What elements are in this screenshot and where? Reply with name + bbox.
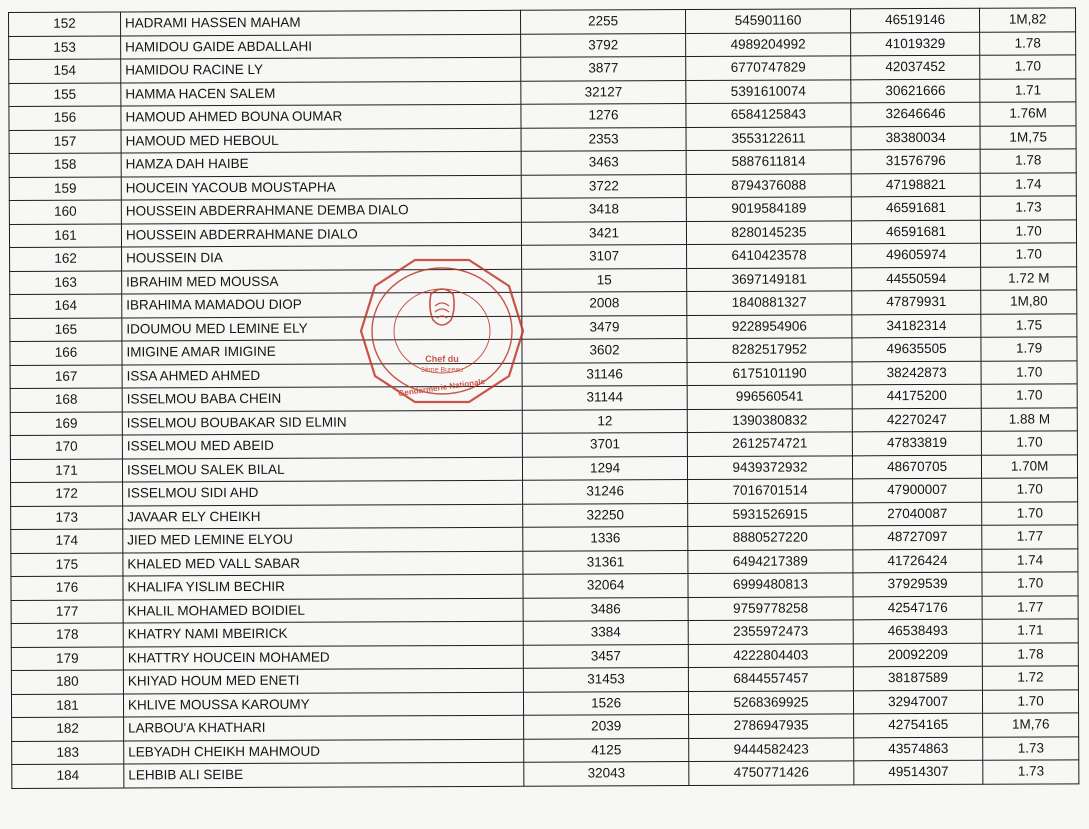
phone-number-cell: 49514307: [854, 760, 983, 784]
full-name-cell: ISSELMOU SALEK BILAL: [122, 457, 522, 482]
height-value-cell: 1.70: [980, 55, 1076, 79]
national-id-cell: 2355972473: [688, 620, 853, 644]
registration-code-cell: 32043: [524, 762, 689, 786]
height-value-cell: 1.75: [981, 313, 1077, 337]
national-id-cell: 4750771426: [689, 761, 854, 785]
national-id-cell: 9444582423: [689, 737, 854, 761]
phone-number-cell: 43574863: [854, 737, 983, 761]
height-value-cell: 1.70: [982, 478, 1078, 502]
row-number-cell: 178: [11, 623, 123, 647]
height-value-cell: 1M,75: [980, 125, 1076, 149]
registration-code-cell: 3486: [523, 597, 688, 621]
personnel-table: [8, 7, 1079, 788]
full-name-cell: KHATRY NAMI MBEIRICK: [123, 621, 523, 646]
phone-number-cell: 42547176: [853, 596, 982, 620]
row-number-cell: 164: [10, 294, 122, 318]
national-id-cell: 8880527220: [688, 526, 853, 550]
registration-code-cell: 31246: [523, 480, 688, 504]
phone-number-cell: 41726424: [853, 549, 982, 573]
full-name-cell: ISSELMOU MED ABEID: [122, 433, 522, 458]
height-value-cell: 1.78: [980, 31, 1076, 55]
height-value-cell: 1.70: [981, 243, 1077, 267]
table-row: [12, 760, 1079, 788]
registration-code-cell: 1294: [523, 456, 688, 480]
registration-code-cell: 3421: [522, 221, 687, 245]
registration-code-cell: 12: [522, 409, 687, 433]
phone-number-cell: 44175200: [852, 384, 981, 408]
stamp-ring-text: Gendarmerie Nationale: [397, 376, 486, 399]
row-number-cell: 184: [12, 764, 124, 788]
full-name-cell: LEBYADH CHEIKH MAHMOUD: [124, 739, 524, 764]
row-number-cell: 168: [10, 388, 122, 412]
height-value-cell: 1.71: [980, 78, 1076, 102]
full-name-cell: ISSELMOU SIDI AHD: [123, 480, 523, 505]
height-value-cell: 1.71: [982, 619, 1078, 643]
row-number-cell: 167: [10, 365, 122, 389]
national-id-cell: 8282517952: [687, 338, 852, 362]
height-value-cell: 1.77: [982, 525, 1078, 549]
height-value-cell: 1.78: [983, 642, 1079, 666]
phone-number-cell: 30621666: [851, 79, 980, 103]
full-name-cell: KHIYAD HOUM MED ENETI: [123, 668, 523, 693]
national-id-cell: 9759778258: [688, 596, 853, 620]
national-id-cell: 8794376088: [686, 173, 851, 197]
registration-code-cell: 15: [522, 268, 687, 292]
national-id-cell: 6494217389: [688, 549, 853, 573]
full-name-cell: HAMOUD AHMED BOUNA OUMAR: [121, 104, 521, 129]
row-number-cell: 156: [9, 106, 121, 130]
national-id-cell: 1390380832: [687, 408, 852, 432]
registration-code-cell: 3722: [521, 174, 686, 198]
national-id-cell: 6175101190: [687, 361, 852, 385]
height-value-cell: 1.78: [980, 149, 1076, 173]
row-number-cell: 175: [11, 553, 123, 577]
phone-number-cell: 31576796: [851, 149, 980, 173]
row-number-cell: 154: [9, 59, 121, 83]
full-name-cell: HOUSSEIN ABDERRAHMANE DEMBA DIALO: [121, 198, 521, 223]
national-id-cell: 7016701514: [688, 479, 853, 503]
phone-number-cell: 48670705: [852, 455, 981, 479]
full-name-cell: ISSELMOU BABA CHEIN: [122, 386, 522, 411]
height-value-cell: 1M,76: [983, 713, 1079, 737]
row-number-cell: 163: [10, 271, 122, 295]
national-id-cell: 6770747829: [686, 56, 851, 80]
national-id-cell: 2612574721: [687, 432, 852, 456]
height-value-cell: 1.70: [983, 689, 1079, 713]
full-name-cell: HAMIDOU RACINE LY: [121, 57, 521, 82]
national-id-cell: 6999480813: [688, 573, 853, 597]
national-id-cell: 5931526915: [688, 502, 853, 526]
row-number-cell: 179: [11, 647, 123, 671]
phone-number-cell: 37929539: [853, 572, 982, 596]
height-value-cell: 1.70: [982, 431, 1078, 455]
national-id-cell: 4222804403: [688, 643, 853, 667]
full-name-cell: LARBOU'A KHATHARI: [124, 715, 524, 740]
height-value-cell: 1.70M: [982, 454, 1078, 478]
phone-number-cell: 42754165: [854, 713, 983, 737]
registration-code-cell: 2039: [524, 715, 689, 739]
registration-code-cell: 31144: [522, 386, 687, 410]
national-id-cell: 1840881327: [687, 291, 852, 315]
registration-code-cell: 3463: [521, 151, 686, 175]
national-id-cell: 3697149181: [687, 267, 852, 291]
row-number-cell: 171: [10, 459, 122, 483]
full-name-cell: LEHBIB ALI SEIBE: [124, 762, 524, 787]
row-number-cell: 152: [9, 12, 121, 36]
national-id-cell: 9019584189: [686, 197, 851, 221]
phone-number-cell: 32646646: [851, 102, 980, 126]
height-value-cell: 1.72 M: [981, 266, 1077, 290]
full-name-cell: IBRAHIMA MAMADOU DIOP: [122, 292, 522, 317]
registration-code-cell: 3457: [523, 644, 688, 668]
registration-code-cell: 3479: [522, 315, 687, 339]
phone-number-cell: 46591681: [851, 196, 980, 220]
height-value-cell: 1.79: [981, 337, 1077, 361]
registration-code-cell: 2008: [522, 292, 687, 316]
phone-number-cell: 46538493: [853, 619, 982, 643]
national-id-cell: 5391610074: [686, 79, 851, 103]
registration-code-cell: 32064: [523, 574, 688, 598]
phone-number-cell: 27040087: [853, 502, 982, 526]
height-value-cell: 1.73: [981, 196, 1077, 220]
height-value-cell: 1.88 M: [981, 407, 1077, 431]
national-id-cell: 545901160: [686, 9, 851, 33]
national-id-cell: 3553122611: [686, 126, 851, 150]
registration-code-cell: 3107: [522, 245, 687, 269]
row-number-cell: 166: [10, 341, 122, 365]
national-id-cell: 996560541: [687, 385, 852, 409]
phone-number-cell: 38380034: [851, 126, 980, 150]
national-id-cell: 8280145235: [686, 220, 851, 244]
national-id-cell: 6410423578: [687, 244, 852, 268]
full-name-cell: HAMMA HACEN SALEM: [121, 81, 521, 106]
phone-number-cell: 42037452: [851, 55, 980, 79]
phone-number-cell: 41019329: [851, 32, 980, 56]
phone-number-cell: 32947007: [853, 690, 982, 714]
row-number-cell: 177: [11, 600, 123, 624]
registration-code-cell: 3877: [521, 57, 686, 81]
phone-number-cell: 46591681: [851, 220, 980, 244]
stamp-line1: Chef du: [425, 354, 459, 364]
full-name-cell: HOUSSEIN DIA: [122, 245, 522, 270]
registration-code-cell: 2255: [521, 10, 686, 34]
phone-number-cell: 38242873: [852, 361, 981, 385]
phone-number-cell: 44550594: [852, 267, 981, 291]
full-name-cell: ISSELMOU BOUBAKAR SID ELMIN: [122, 410, 522, 435]
phone-number-cell: 46519146: [850, 8, 979, 32]
registration-code-cell: 3792: [521, 33, 686, 57]
row-number-cell: 161: [9, 224, 121, 248]
row-number-cell: 160: [9, 200, 121, 224]
registration-code-cell: 3418: [521, 198, 686, 222]
height-value-cell: 1.74: [982, 548, 1078, 572]
row-number-cell: 183: [12, 741, 124, 765]
row-number-cell: 181: [11, 694, 123, 718]
registration-code-cell: 32250: [523, 503, 688, 527]
national-id-cell: 6844557457: [688, 667, 853, 691]
height-value-cell: 1.74: [980, 172, 1076, 196]
full-name-cell: KHLIVE MOUSSA KAROUMY: [123, 692, 523, 717]
table-body: [9, 8, 1079, 788]
height-value-cell: 1.70: [981, 384, 1077, 408]
row-number-cell: 182: [12, 717, 124, 741]
full-name-cell: KHATTRY HOUCEIN MOHAMED: [123, 645, 523, 670]
registration-code-cell: 31146: [522, 362, 687, 386]
full-name-cell: IMIGINE AMAR IMIGINE: [122, 339, 522, 364]
national-id-cell: 5268369925: [689, 690, 854, 714]
phone-number-cell: 49605974: [851, 243, 980, 267]
stamp-line2: 3ème Bureau: [420, 367, 464, 374]
phone-number-cell: 34182314: [852, 314, 981, 338]
row-number-cell: 155: [9, 83, 121, 107]
phone-number-cell: 47879931: [852, 290, 981, 314]
registration-code-cell: 2353: [521, 127, 686, 151]
height-value-cell: 1.77: [982, 595, 1078, 619]
full-name-cell: HAMIDOU GAIDE ABDALLAHI: [121, 34, 521, 59]
row-number-cell: 169: [10, 412, 122, 436]
national-id-cell: 4989204992: [686, 32, 851, 56]
height-value-cell: 1.70: [981, 219, 1077, 243]
row-number-cell: 159: [9, 177, 121, 201]
row-number-cell: 180: [11, 670, 123, 694]
full-name-cell: IDOUMOU MED LEMINE ELY: [122, 316, 522, 341]
full-name-cell: HAMZA DAH HAIBE: [121, 151, 521, 176]
phone-number-cell: 49635505: [852, 337, 981, 361]
national-id-cell: 9228954906: [687, 314, 852, 338]
national-id-cell: 2786947935: [689, 714, 854, 738]
row-number-cell: 158: [9, 153, 121, 177]
registration-code-cell: 1276: [521, 104, 686, 128]
registration-code-cell: 1336: [523, 527, 688, 551]
registration-code-cell: 3384: [523, 621, 688, 645]
phone-number-cell: 47198821: [851, 173, 980, 197]
height-value-cell: 1.73: [983, 736, 1079, 760]
row-number-cell: 174: [11, 529, 123, 553]
full-name-cell: KHALED MED VALL SABAR: [123, 551, 523, 576]
full-name-cell: ISSA AHMED AHMED: [122, 363, 522, 388]
height-value-cell: 1M,82: [980, 8, 1076, 32]
row-number-cell: 165: [10, 318, 122, 342]
height-value-cell: 1.76M: [980, 102, 1076, 126]
full-name-cell: JIED MED LEMINE ELYOU: [123, 527, 523, 552]
registration-code-cell: 31453: [523, 668, 688, 692]
row-number-cell: 162: [10, 247, 122, 271]
height-value-cell: 1M,80: [981, 290, 1077, 314]
full-name-cell: HOUSSEIN ABDERRAHMANE DIALO: [121, 222, 521, 247]
full-name-cell: JAVAAR ELY CHEIKH: [123, 504, 523, 529]
row-number-cell: 170: [10, 435, 122, 459]
full-name-cell: KHALIFA YISLIM BECHIR: [123, 574, 523, 599]
phone-number-cell: 42270247: [852, 408, 981, 432]
row-number-cell: 153: [9, 36, 121, 60]
registration-code-cell: 32127: [521, 80, 686, 104]
phone-number-cell: 20092209: [853, 643, 982, 667]
height-value-cell: 1.72: [983, 666, 1079, 690]
height-value-cell: 1.70: [981, 360, 1077, 384]
national-id-cell: 6584125843: [686, 103, 851, 127]
full-name-cell: KHALIL MOHAMED BOIDIEL: [123, 598, 523, 623]
full-name-cell: IBRAHIM MED MOUSSA: [122, 269, 522, 294]
height-value-cell: 1.70: [982, 501, 1078, 525]
full-name-cell: HAMOUD MED HEBOUL: [121, 128, 521, 153]
row-number-cell: 157: [9, 130, 121, 154]
phone-number-cell: 48727097: [853, 525, 982, 549]
row-number-cell: 172: [11, 482, 123, 506]
height-value-cell: 1.70: [982, 572, 1078, 596]
row-number-cell: 173: [11, 506, 123, 530]
national-id-cell: 9439372932: [687, 455, 852, 479]
height-value-cell: 1.73: [983, 760, 1079, 784]
row-number-cell: 176: [11, 576, 123, 600]
full-name-cell: HADRAMI HASSEN MAHAM: [120, 10, 520, 35]
registration-code-cell: 4125: [524, 738, 689, 762]
full-name-cell: HOUCEIN YACOUB MOUSTAPHA: [121, 175, 521, 200]
phone-number-cell: 47900007: [852, 478, 981, 502]
registration-code-cell: 3602: [522, 339, 687, 363]
phone-number-cell: 47833819: [852, 431, 981, 455]
registration-code-cell: 1526: [524, 691, 689, 715]
national-id-cell: 5887611814: [686, 150, 851, 174]
registration-code-cell: 31361: [523, 550, 688, 574]
registration-code-cell: 3701: [522, 433, 687, 457]
phone-number-cell: 38187589: [853, 666, 982, 690]
